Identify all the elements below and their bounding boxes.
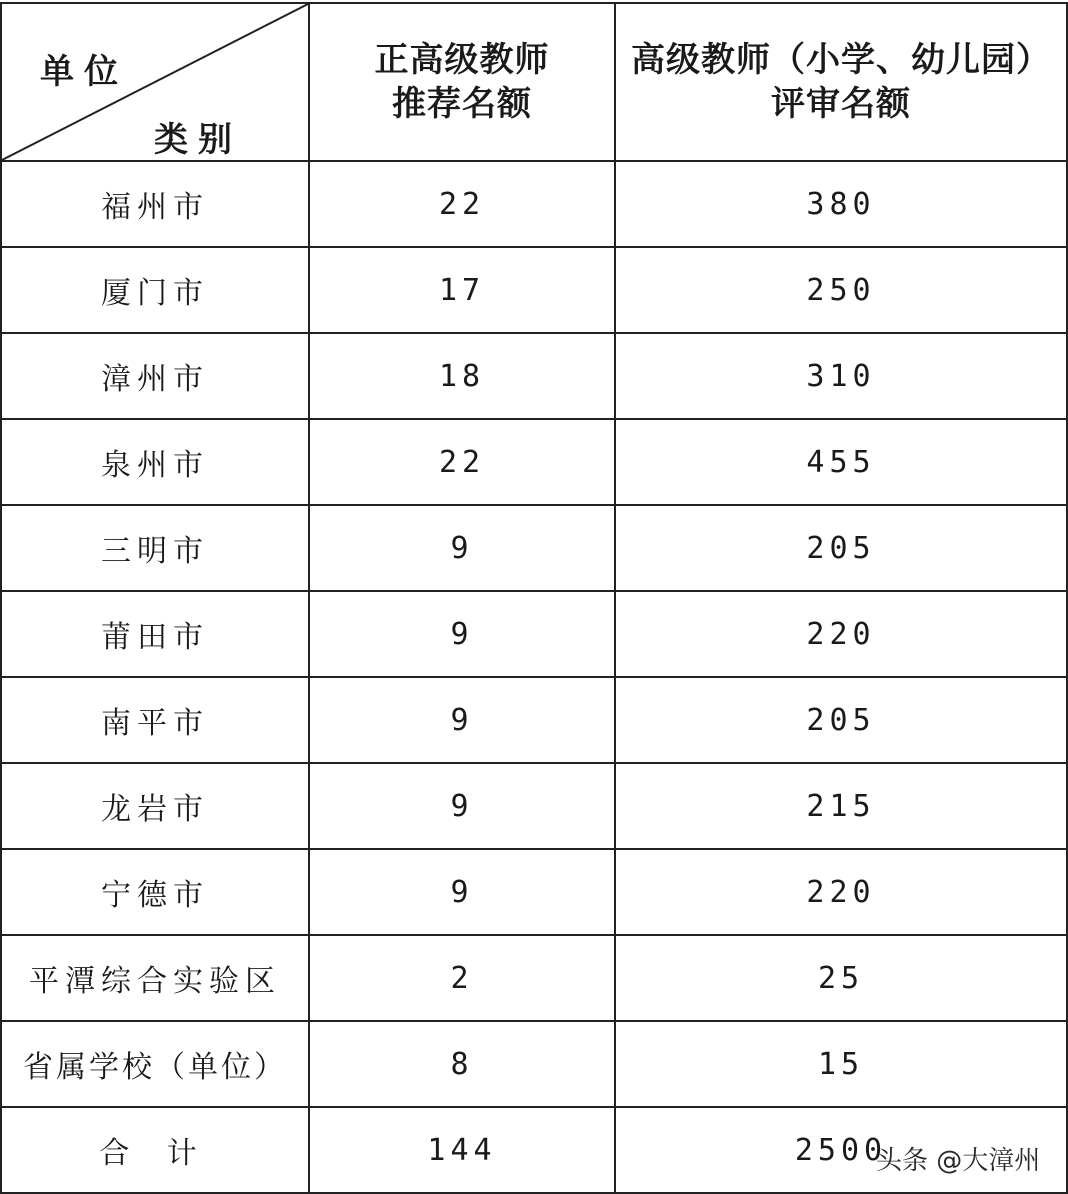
total-senior-full-cell: 144	[309, 1107, 615, 1193]
senior-full-quota-cell: 22	[309, 419, 615, 505]
senior-quota-cell: 310	[615, 333, 1067, 419]
quota-table	[0, 2, 1068, 1194]
unit-name-cell: 漳州市	[1, 333, 309, 419]
unit-name-cell: 龙岩市	[1, 763, 309, 849]
table-row	[1, 677, 1067, 763]
senior-full-quota-cell: 22	[309, 161, 615, 247]
total-label-cell: 合 计	[1, 1107, 309, 1193]
table-header-row	[1, 3, 1067, 161]
unit-name-cell: 莆田市	[1, 591, 309, 677]
table-row	[1, 763, 1067, 849]
senior-quota-cell: 205	[615, 505, 1067, 591]
senior-quota-cell: 220	[615, 849, 1067, 935]
senior-full-quota-cell: 9	[309, 591, 615, 677]
table-row	[1, 161, 1067, 247]
unit-name-cell: 宁德市	[1, 849, 309, 935]
senior-quota-cell: 25	[615, 935, 1067, 1021]
header-senior-full-line1: 正高级教师	[374, 40, 550, 80]
header-senior-line1: 高级教师（小学、幼儿园）	[631, 40, 1051, 80]
table-row	[1, 849, 1067, 935]
header-senior-full-cell	[309, 3, 615, 161]
table-row	[1, 1021, 1067, 1107]
unit-name-cell: 南平市	[1, 677, 309, 763]
senior-full-quota-cell: 18	[309, 333, 615, 419]
senior-full-quota-cell: 2	[309, 935, 615, 1021]
header-senior-full-line2: 推荐名额	[392, 84, 532, 124]
senior-quota-cell: 220	[615, 591, 1067, 677]
senior-full-quota-cell: 9	[309, 677, 615, 763]
diagonal-header-cell	[1, 3, 309, 161]
table-row	[1, 333, 1067, 419]
table-row	[1, 505, 1067, 591]
header-senior-line2: 评审名额	[771, 84, 911, 124]
unit-name-cell: 省属学校（单位）	[1, 1021, 309, 1107]
senior-quota-cell: 15	[615, 1021, 1067, 1107]
table-row	[1, 247, 1067, 333]
table-row	[1, 935, 1067, 1021]
senior-full-quota-cell: 9	[309, 763, 615, 849]
senior-quota-cell: 250	[615, 247, 1067, 333]
source-watermark: 头条 @大漳州	[876, 1146, 1041, 1176]
header-category-label: 类别	[154, 120, 242, 160]
unit-name-cell: 泉州市	[1, 419, 309, 505]
senior-full-quota-cell: 17	[309, 247, 615, 333]
senior-full-quota-cell: 9	[309, 505, 615, 591]
senior-quota-cell: 380	[615, 161, 1067, 247]
header-unit-label: 单位	[40, 52, 128, 92]
senior-quota-cell: 455	[615, 419, 1067, 505]
unit-name-cell: 福州市	[1, 161, 309, 247]
unit-name-cell: 平潭综合实验区	[1, 935, 309, 1021]
senior-quota-cell: 215	[615, 763, 1067, 849]
senior-full-quota-cell: 9	[309, 849, 615, 935]
total-senior-cell: 2500	[615, 1107, 1067, 1193]
senior-quota-cell: 205	[615, 677, 1067, 763]
table-row	[1, 419, 1067, 505]
unit-name-cell: 三明市	[1, 505, 309, 591]
senior-full-quota-cell: 8	[309, 1021, 615, 1107]
header-senior-cell	[615, 3, 1067, 161]
unit-name-cell: 厦门市	[1, 247, 309, 333]
table-row	[1, 591, 1067, 677]
